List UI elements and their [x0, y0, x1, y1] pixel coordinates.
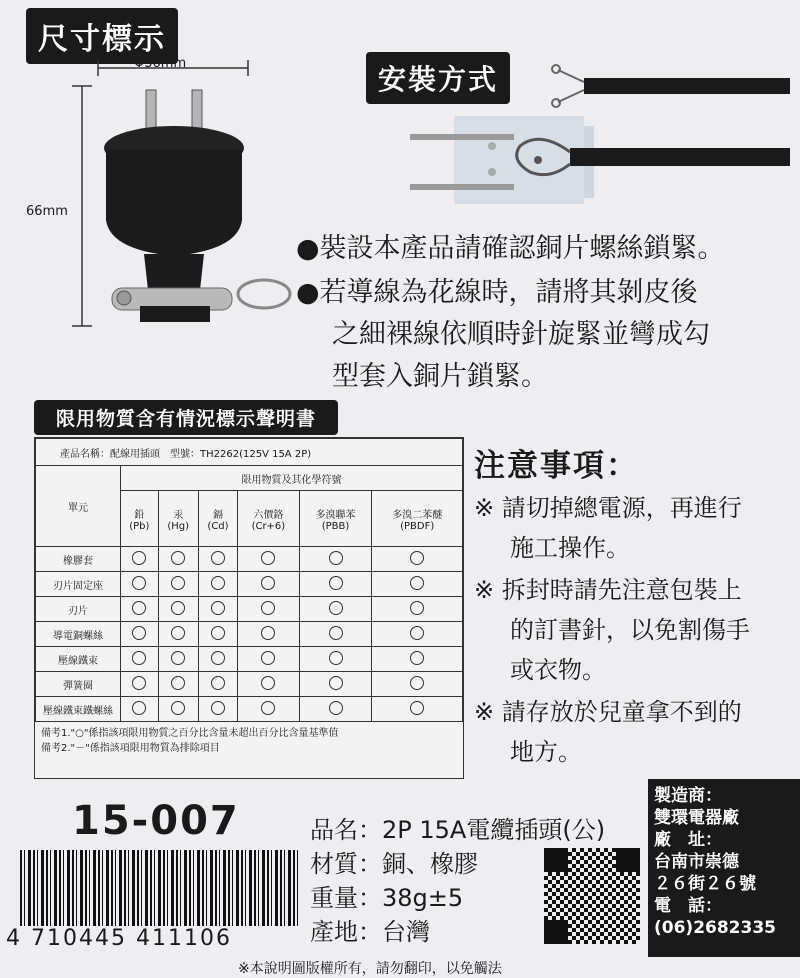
- unit-name: 橡膠套: [36, 547, 121, 572]
- compliance-mark: [121, 647, 159, 672]
- note-2: 備考2."－"係指該項限用物質為排除項目: [41, 743, 220, 754]
- spec-origin: 產地：台灣: [310, 918, 430, 946]
- compliance-mark: [372, 572, 463, 597]
- compliance-mark: [238, 597, 299, 622]
- substance-header: 多溴聯苯 (PBB): [299, 491, 372, 547]
- circle-mark-icon: [132, 701, 146, 715]
- circle-mark-icon: [261, 551, 275, 565]
- table-row: [36, 597, 463, 622]
- install-bullet-1: ●裝設本產品請確認銅片螺絲鎖緊。: [296, 233, 725, 264]
- product-label: 產品名稱：配線用插頭 型號：TH2262(125V 15A 2P): [36, 439, 463, 466]
- compliance-mark: [198, 672, 237, 697]
- table-row: [36, 697, 463, 722]
- compliance-mark: [121, 697, 159, 722]
- compliance-mark: [158, 597, 198, 622]
- compliance-mark: [238, 697, 299, 722]
- compliance-mark: [372, 647, 463, 672]
- compliance-mark: [299, 647, 372, 672]
- circle-mark-icon: [211, 626, 225, 640]
- circle-mark-icon: [410, 601, 424, 615]
- circle-mark-icon: [261, 651, 275, 665]
- circle-mark-icon: [211, 676, 225, 690]
- circle-mark-icon: [329, 576, 343, 590]
- circle-mark-icon: [132, 626, 146, 640]
- compliance-mark: [158, 647, 198, 672]
- compliance-mark: [372, 547, 463, 572]
- unit-name: 刃片固定座: [36, 572, 121, 597]
- unit-name: 刃片: [36, 597, 121, 622]
- compliance-mark: [198, 622, 237, 647]
- unit-header: 單元: [36, 466, 121, 547]
- circle-mark-icon: [211, 701, 225, 715]
- compliance-mark: [121, 672, 159, 697]
- table-row: [36, 572, 463, 597]
- circle-mark-icon: [329, 601, 343, 615]
- circle-mark-icon: [171, 576, 185, 590]
- circle-mark-icon: [329, 651, 343, 665]
- substance-header: 汞 (Hg): [158, 491, 198, 547]
- circle-mark-icon: [329, 551, 343, 565]
- barcode-digits: 4 710445 411106: [6, 926, 232, 951]
- circle-mark-icon: [410, 576, 424, 590]
- compliance-mark: [299, 597, 372, 622]
- spec-material: 材質：銅、橡膠: [310, 850, 478, 878]
- table-row: [36, 647, 463, 672]
- table-row: [36, 547, 463, 572]
- circle-mark-icon: [211, 601, 225, 615]
- compliance-mark: [238, 647, 299, 672]
- unit-name: 壓線鐵束鐵螺絲: [36, 697, 121, 722]
- circle-mark-icon: [132, 601, 146, 615]
- install-bullet-2: ●若導線為花線時，請將其剝皮後 之細裸線依順時針旋緊並彎成勾 型套入銅片鎖緊。: [296, 277, 710, 392]
- circle-mark-icon: [329, 701, 343, 715]
- compliance-mark: [372, 622, 463, 647]
- qr-code: [544, 848, 640, 944]
- compliance-mark: [158, 572, 198, 597]
- height-dimension-label: 66mm: [26, 204, 68, 219]
- compliance-mark: [198, 597, 237, 622]
- caution-item-1: ※ 請切掉總電源，再進行 施工操作。: [474, 494, 742, 562]
- circle-mark-icon: [329, 626, 343, 640]
- circle-mark-icon: [132, 676, 146, 690]
- compliance-mark: [198, 647, 237, 672]
- barcode: [20, 850, 298, 926]
- circle-mark-icon: [171, 651, 185, 665]
- compliance-mark: [238, 572, 299, 597]
- install-section-title: 安裝方式: [366, 52, 510, 104]
- note-1: 備考1."○"係指該項限用物質之百分比含量未超出百分比含量基準值: [41, 728, 339, 739]
- size-section-title: 尺寸標示: [26, 8, 178, 64]
- circle-mark-icon: [171, 676, 185, 690]
- circle-mark-icon: [261, 626, 275, 640]
- circle-mark-icon: [261, 676, 275, 690]
- substance-group-header: 限用物質及其化學符號: [121, 466, 463, 491]
- compliance-mark: [299, 622, 372, 647]
- unit-name: 導電銅螺絲: [36, 622, 121, 647]
- compliance-mark: [238, 672, 299, 697]
- compliance-mark: [299, 547, 372, 572]
- circle-mark-icon: [261, 601, 275, 615]
- circle-mark-icon: [132, 551, 146, 565]
- spec-product-name: 品名：2P 15A電纜插頭(公): [310, 816, 606, 844]
- compliance-mark: [299, 672, 372, 697]
- circle-mark-icon: [410, 551, 424, 565]
- circle-mark-icon: [132, 576, 146, 590]
- substance-header: 六價鉻 (Cr+6): [238, 491, 299, 547]
- circle-mark-icon: [171, 551, 185, 565]
- compliance-mark: [158, 672, 198, 697]
- manufacturer-info: 製造商： 雙環電器廠 廠 址： 台南市崇德 ２６街２６號 電 話： (06)2682335: [648, 779, 800, 957]
- substance-header: 鎘 (Cd): [198, 491, 237, 547]
- circle-mark-icon: [211, 551, 225, 565]
- compliance-mark: [372, 672, 463, 697]
- compliance-mark: [158, 622, 198, 647]
- unit-name: 壓線鐵束: [36, 647, 121, 672]
- copyright-notice: ※本說明圖版權所有，請勿翻印，以免觸法: [238, 961, 502, 977]
- circle-mark-icon: [261, 701, 275, 715]
- compliance-mark: [158, 697, 198, 722]
- circle-mark-icon: [211, 651, 225, 665]
- circle-mark-icon: [410, 651, 424, 665]
- circle-mark-icon: [410, 626, 424, 640]
- restriction-title: 限用物質含有情況標示聲明書: [34, 400, 338, 435]
- compliance-mark: [121, 547, 159, 572]
- compliance-mark: [198, 547, 237, 572]
- circle-mark-icon: [171, 626, 185, 640]
- circle-mark-icon: [410, 701, 424, 715]
- compliance-mark: [158, 547, 198, 572]
- compliance-mark: [198, 572, 237, 597]
- restricted-substances-table: [34, 437, 464, 779]
- compliance-mark: [198, 697, 237, 722]
- caution-item-2: ※ 拆封時請先注意包裝上 的訂書針，以免割傷手 或衣物。: [474, 576, 750, 684]
- compliance-mark: [299, 697, 372, 722]
- unit-name: 彈簧圈: [36, 672, 121, 697]
- compliance-mark: [238, 622, 299, 647]
- spec-weight: 重量：38g±5: [310, 884, 464, 912]
- table-row: [36, 622, 463, 647]
- compliance-mark: [372, 597, 463, 622]
- circle-mark-icon: [211, 576, 225, 590]
- model-number: 15-007: [72, 798, 240, 844]
- plug-dimension-drawing: [20, 50, 310, 340]
- compliance-mark: [299, 572, 372, 597]
- compliance-mark: [121, 597, 159, 622]
- circle-mark-icon: [171, 601, 185, 615]
- circle-mark-icon: [261, 576, 275, 590]
- caution-title: 注意事項：: [474, 448, 639, 484]
- substance-header: 鉛 (Pb): [121, 491, 159, 547]
- compliance-mark: [121, 622, 159, 647]
- compliance-mark: [372, 697, 463, 722]
- circle-mark-icon: [410, 676, 424, 690]
- circle-mark-icon: [132, 651, 146, 665]
- wiring-diagram: [410, 60, 800, 220]
- caution-item-3: ※ 請存放於兒童拿不到的 地方。: [474, 698, 742, 766]
- width-dimension-label: Φ36mm: [134, 56, 187, 71]
- substance-header: 多溴二苯醚 (PBDF): [372, 491, 463, 547]
- circle-mark-icon: [171, 701, 185, 715]
- circle-mark-icon: [329, 676, 343, 690]
- table-row: [36, 672, 463, 697]
- compliance-mark: [121, 572, 159, 597]
- compliance-mark: [238, 547, 299, 572]
